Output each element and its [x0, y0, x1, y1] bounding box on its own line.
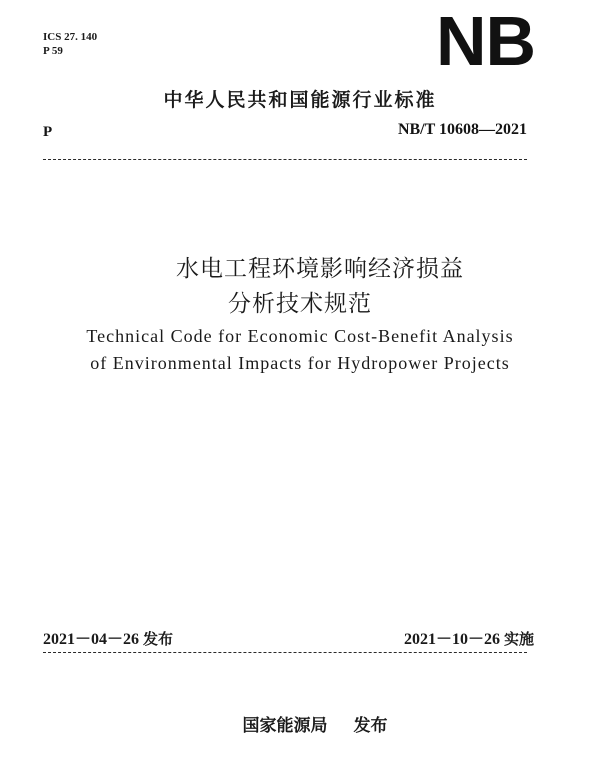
issue-date: [43, 626, 173, 649]
implementation-date-value: 2021－10－26: [403, 631, 500, 648]
title-zh-line-2: 分析技术规范: [228, 291, 372, 317]
standard-type-heading: 中华人民共和国能源行业标准: [163, 89, 437, 111]
ics-code: ICS 27. 140: [43, 31, 98, 43]
publish-label: 发布: [353, 716, 388, 736]
classification-codes: [43, 30, 97, 58]
publisher-line: [0, 711, 600, 736]
category-code: P: [43, 124, 53, 140]
title-en-line-2: of Environmental Impacts for Hydropower Projects: [90, 353, 510, 373]
implementation-label: 实施: [503, 630, 534, 648]
title-en-line-1: Technical Code for Economic Cost-Benefit Analysis: [86, 326, 514, 346]
standard-number: NB/T 10608—2021: [397, 121, 527, 138]
top-divider: [43, 159, 527, 160]
title-zh-line-1: 水电工程环境影响经济损益: [176, 256, 464, 282]
implementation-date: [404, 626, 534, 649]
issue-date-value: 2021－04－26: [43, 631, 140, 648]
issue-label: 发布: [143, 630, 174, 648]
nb-logo: NB: [436, 2, 536, 80]
ccs-code: P 59: [43, 45, 63, 57]
publisher-name: 国家能源局: [242, 716, 328, 736]
bottom-divider: [43, 652, 527, 653]
